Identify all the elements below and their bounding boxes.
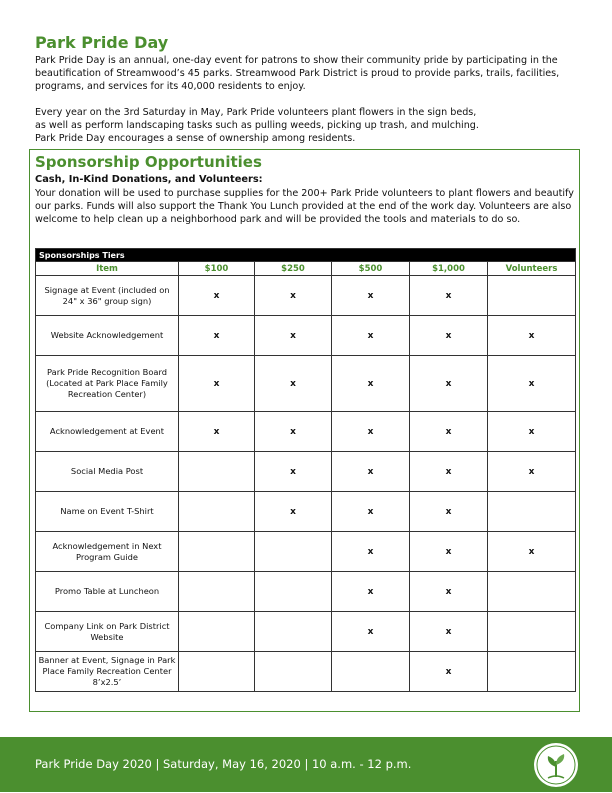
tier-mark-cell: x [332, 532, 410, 572]
tier-mark-cell [488, 572, 576, 612]
tier-item-label: Name on Event T-Shirt [36, 492, 179, 532]
tier-mark-cell [255, 572, 332, 612]
tier-mark-cell: x [410, 532, 488, 572]
tier-mark-cell: x [410, 276, 488, 316]
tier-item-label: Company Link on Park District Website [36, 612, 179, 652]
tier-item-label: Website Acknowledgement [36, 316, 179, 356]
footer-text: Park Pride Day 2020 | Saturday, May 16, 2020 | 10 a.m. - 12 p.m. [35, 757, 412, 771]
tier-mark-cell: x [179, 412, 255, 452]
tier-mark-cell [332, 652, 410, 692]
tier-mark-cell: x [488, 356, 576, 412]
sponsorship-body [35, 187, 580, 226]
tier-mark-cell: x [410, 652, 488, 692]
table-caption: Sponsorships Tiers [36, 249, 576, 262]
sponsorship-subhead: Cash, In-Kind Donations, and Volunteers: [35, 174, 263, 185]
table-caption-row [36, 249, 576, 262]
column-header-item: Item [36, 262, 179, 276]
tier-mark-cell [488, 276, 576, 316]
table-header-row [36, 262, 576, 276]
park-pride-logo-icon [532, 741, 580, 789]
tier-item-label: Acknowledgement in Next Program Guide [36, 532, 179, 572]
page-title: Park Pride Day [35, 33, 169, 52]
intro-section [35, 54, 580, 145]
tier-mark-cell: x [332, 612, 410, 652]
tier-mark-cell: x [255, 356, 332, 412]
table-row [36, 276, 576, 316]
tier-mark-cell [488, 652, 576, 692]
tier-mark-cell: x [255, 492, 332, 532]
tier-mark-cell: x [332, 412, 410, 452]
sponsorship-body-text: Your donation will be used to purchase supplies for the 200+ Park Pride volunteers to plant flowers and beautify our parks. Funds will also support the Thank You Lunch provided at the end of the work day. Volunteers are also welcome to help clean up a neighborhood park and will be provided the tools and materials to do so. [35, 188, 574, 225]
tier-mark-cell: x [410, 612, 488, 652]
tier-mark-cell [179, 452, 255, 492]
table-row [36, 612, 576, 652]
tier-mark-cell: x [488, 412, 576, 452]
tier-mark-cell [179, 652, 255, 692]
intro-paragraph-1: Park Pride Day is an annual, one-day event for patrons to show their community pride by participating in the beautification of Streamwood’s 45 parks. Streamwood Park District is proud to provide parks, trails, facilities, programs, and services for its 40,000 residents to enjoy. [35, 55, 560, 92]
tier-mark-cell: x [332, 356, 410, 412]
tier-item-label: Promo Table at Luncheon [36, 572, 179, 612]
tier-mark-cell: x [410, 452, 488, 492]
sponsorship-title: Sponsorship Opportunities [35, 153, 262, 171]
tier-item-label: Social Media Post [36, 452, 179, 492]
tier-mark-cell: x [332, 316, 410, 356]
column-header-100: $100 [179, 262, 255, 276]
tier-mark-cell [179, 572, 255, 612]
tier-mark-cell: x [332, 452, 410, 492]
tier-item-label: Banner at Event, Signage in Park Place Family Recreation Center 8’x2.5’ [36, 652, 179, 692]
park-pride-logo [532, 741, 580, 789]
tier-mark-cell: x [255, 276, 332, 316]
table-body [36, 276, 576, 692]
table-row [36, 316, 576, 356]
tier-item-label: Acknowledgement at Event [36, 412, 179, 452]
column-header-1000: $1,000 [410, 262, 488, 276]
tier-mark-cell [179, 612, 255, 652]
column-header-500: $500 [332, 262, 410, 276]
tier-mark-cell [255, 532, 332, 572]
tier-mark-cell: x [488, 316, 576, 356]
tier-item-label: Park Pride Recognition Board (Located at Park Place Family Recreation Center) [36, 356, 179, 412]
sponsorship-tiers-table [35, 248, 576, 692]
table-row [36, 572, 576, 612]
tier-mark-cell: x [179, 316, 255, 356]
tier-mark-cell: x [410, 356, 488, 412]
table-row [36, 452, 576, 492]
footer-bar [0, 737, 612, 792]
table-row [36, 492, 576, 532]
tier-mark-cell: x [255, 412, 332, 452]
intro-paragraph-2-line-2: as well as perform landscaping tasks such as pulling weeds, picking up trash, and mulching. [35, 120, 479, 131]
tier-mark-cell: x [410, 316, 488, 356]
tier-mark-cell [488, 492, 576, 532]
tier-mark-cell: x [410, 412, 488, 452]
tier-mark-cell: x [255, 316, 332, 356]
table-row [36, 532, 576, 572]
tier-mark-cell [488, 612, 576, 652]
tier-mark-cell: x [332, 276, 410, 316]
tier-mark-cell: x [410, 492, 488, 532]
table-row [36, 412, 576, 452]
tier-mark-cell: x [179, 276, 255, 316]
table-row [36, 356, 576, 412]
tier-mark-cell [255, 612, 332, 652]
tier-mark-cell [255, 652, 332, 692]
table-row [36, 652, 576, 692]
tier-mark-cell: x [255, 452, 332, 492]
tier-mark-cell [179, 532, 255, 572]
tier-mark-cell: x [488, 452, 576, 492]
tier-item-label: Signage at Event (included on 24" x 36" group sign) [36, 276, 179, 316]
tier-mark-cell: x [179, 356, 255, 412]
tier-mark-cell: x [332, 492, 410, 532]
tier-mark-cell: x [332, 572, 410, 612]
tier-mark-cell: x [488, 532, 576, 572]
intro-paragraph-2-line-3: Park Pride Day encourages a sense of ownership among residents. [35, 133, 356, 144]
intro-paragraph-2-line-1: Every year on the 3rd Saturday in May, Park Pride volunteers plant flowers in the sign beds, [35, 107, 477, 118]
column-header-volunteers: Volunteers [488, 262, 576, 276]
tier-mark-cell: x [410, 572, 488, 612]
tier-mark-cell [179, 492, 255, 532]
column-header-250: $250 [255, 262, 332, 276]
